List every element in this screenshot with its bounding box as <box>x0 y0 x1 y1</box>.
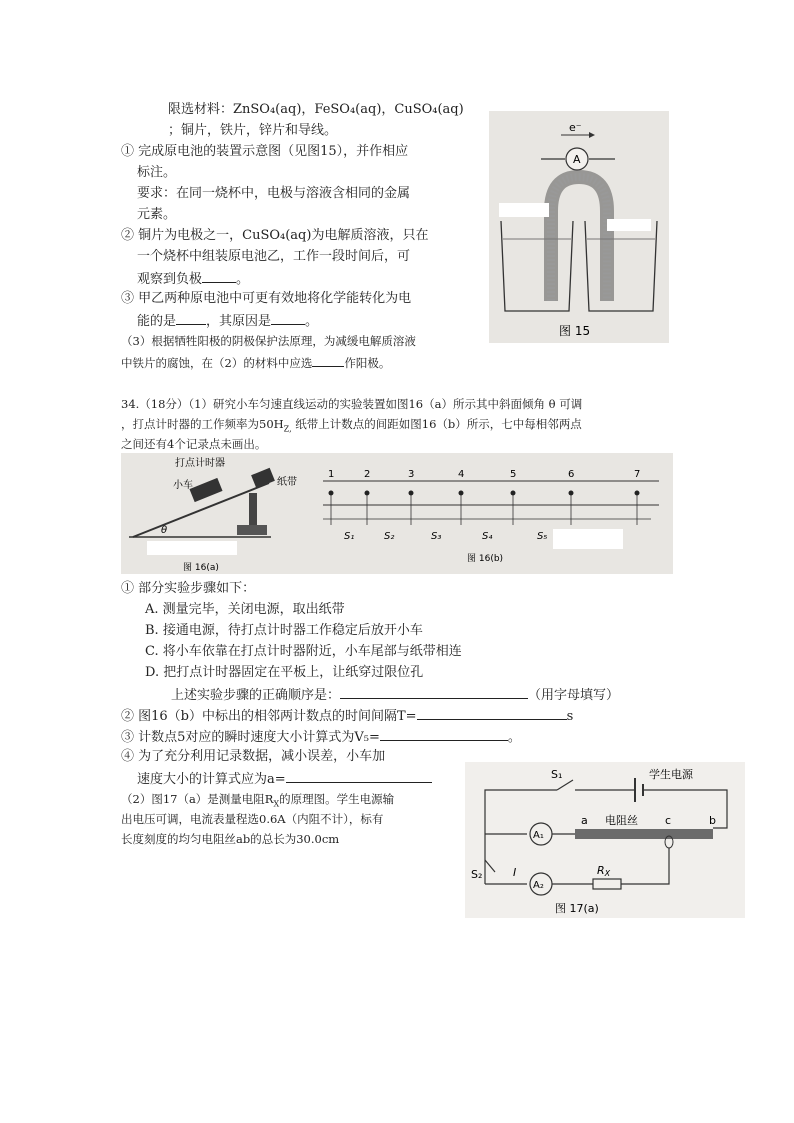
tape-point <box>511 491 516 496</box>
q33-item2-c <box>137 269 249 289</box>
segment-label: S₃ <box>431 531 442 542</box>
q34-part2-a-text: （2）图17（a）是测量电阻R <box>121 792 274 806</box>
figure-15 <box>489 111 669 343</box>
figure-17-circuit <box>465 762 745 918</box>
answer-blank-negative-electrode[interactable] <box>202 269 236 283</box>
answer-blank-acceleration[interactable] <box>286 769 432 783</box>
q33-item3-b1: 能的是 <box>137 314 177 329</box>
q34-item2-unit: s <box>566 709 574 724</box>
segment-label: S₄ <box>482 531 493 542</box>
q33-item3-b <box>137 311 318 331</box>
q33-item3-a: ③ 甲乙两种原电池中可更有效地将化学能转化为电 <box>121 291 412 306</box>
electron-arrow-head <box>589 132 595 138</box>
q34-intro-2a: ，打点计时器的工作频率为50H <box>121 417 284 431</box>
q34-intro-2-sub: Z, <box>283 424 292 434</box>
answer-blank-step-order[interactable] <box>340 685 528 699</box>
q34-item2 <box>121 706 573 726</box>
tape-point-label: 7 <box>634 469 641 480</box>
tape-point <box>329 491 334 496</box>
car-body <box>189 478 222 502</box>
figure-17-caption: 图 17(a) <box>555 902 599 915</box>
q33-part3-b2: 作阳极。 <box>344 356 391 370</box>
tape-point-label: 2 <box>364 469 371 480</box>
materials-line-2: ；铜片，铁片，锌片和导线。 <box>168 123 338 138</box>
tape-point <box>409 491 414 496</box>
tape-point <box>365 491 370 496</box>
support-stand <box>249 493 257 527</box>
switch-s1 <box>557 780 573 790</box>
tape-point-label: 4 <box>458 469 465 480</box>
car-label: 小车 <box>173 480 193 491</box>
steps-title: ① 部分实验步骤如下： <box>121 581 256 596</box>
tape-point <box>569 491 574 496</box>
tape-point-label: 3 <box>408 469 415 480</box>
ammeter-label: A <box>573 153 581 166</box>
answer-blank-better-cell[interactable] <box>176 311 206 325</box>
tape-point-label: 5 <box>510 469 517 480</box>
beaker-left <box>501 221 573 311</box>
timer-label: 打点计时器 <box>175 458 225 469</box>
q33-item2-end: 。 <box>236 272 250 287</box>
q33-item3-b2: ，其原因是 <box>206 314 272 329</box>
stand-base <box>237 525 267 535</box>
q33-item1-b: 标注。 <box>137 165 177 180</box>
answer-blank-v5[interactable] <box>380 727 508 741</box>
resistance-wire <box>575 829 713 839</box>
q34-intro-3: 之间还有4个记录点未画出。 <box>121 437 267 451</box>
tape-point <box>635 491 640 496</box>
segment-label: S₂ <box>384 531 395 542</box>
step-a: A. 测量完毕，关闭电源，取出纸带 <box>145 602 345 617</box>
wire-rx-to-c <box>621 848 669 884</box>
q34-part2-b: 出电压可调，电流表量程选0.6A（内阻不计），标有 <box>121 812 384 826</box>
switch-s2 <box>485 860 495 872</box>
q33-item2-c-text: 观察到负极 <box>137 272 203 287</box>
q34-item3-end: 。 <box>507 730 521 745</box>
theta-label: θ <box>161 525 168 536</box>
smudge-16b <box>553 529 623 549</box>
q33-req-a: 要求：在同一烧杯中，电极与溶液含相同的金属 <box>137 186 411 201</box>
order-question: 上述实验步骤的正确顺序是： <box>171 688 341 703</box>
wire-end-a: a <box>581 814 588 827</box>
q33-item1-a: ① 完成原电池的装置示意图（见图15），并作相应 <box>121 144 409 159</box>
figure-16a-caption: 图 16(a) <box>183 563 219 573</box>
step-d: D. 把打点计时器固定在平板上，让纸穿过限位孔 <box>145 665 424 680</box>
resistance-wire-label: 电阻丝 <box>605 814 638 827</box>
smudge-16a <box>147 541 237 555</box>
q33-req-b: 元素。 <box>137 207 177 222</box>
q33-item2-a: ② 铜片为电极之一，CuSO₄(aq)为电解质溶液，只在 <box>121 228 429 243</box>
figure-16-diagram <box>121 453 673 574</box>
q34-item4-b <box>137 769 432 789</box>
answer-blank-anode[interactable] <box>312 353 344 367</box>
s1-label: S₁ <box>551 768 563 781</box>
figure-16 <box>121 453 673 574</box>
step-b: B. 接通电源，待打点计时器工作稳定后放开小车 <box>145 623 423 638</box>
answer-blank-reason[interactable] <box>271 311 305 325</box>
a1-label: A₁ <box>533 830 544 841</box>
materials-line-1: 限选材料：ZnSO₄(aq)，FeSO₄(aq)，CuSO₄(aq) <box>168 102 464 117</box>
q33-part3-b <box>121 353 390 372</box>
segment-label: S₁ <box>344 531 355 542</box>
order-line <box>171 685 619 705</box>
q33-item3-end: 。 <box>305 314 319 329</box>
s2-label: S₂ <box>471 868 483 881</box>
segment-label: S₅ <box>537 531 548 542</box>
tape-point <box>459 491 464 496</box>
figure-15-diagram <box>489 111 669 343</box>
beaker-right <box>585 221 657 311</box>
q33-item2-b: 一个烧杯中组装原电池乙，工作一段时间后，可 <box>137 249 411 264</box>
order-hint: （用字母填写） <box>528 688 620 703</box>
figure-16b-caption: 图 16(b) <box>467 554 504 564</box>
q33-part3-b1: 中铁片的腐蚀，在（2）的材料中应选 <box>121 356 313 370</box>
a2-label: A₂ <box>533 880 544 891</box>
wire-end-b: b <box>709 814 716 827</box>
q34-item4-b-text: 速度大小的计算式应为a= <box>137 772 286 787</box>
figure-17 <box>465 762 745 918</box>
electron-label: e⁻ <box>569 121 582 134</box>
q34-part2-a-sub: X <box>273 799 280 809</box>
tape-point-label: 1 <box>328 469 335 480</box>
tape-point-label: 6 <box>568 469 575 480</box>
smudge-left <box>499 203 549 217</box>
q34-part2-a-rest: 的原理图。学生电源输 <box>279 792 395 806</box>
resistor-rx <box>593 879 621 889</box>
smudge-right <box>607 219 651 231</box>
answer-blank-interval[interactable] <box>417 706 567 720</box>
source-label: 学生电源 <box>649 768 693 781</box>
q34-intro-1: 34.（18分）（1）研究小车匀速直线运动的实验装置如图16（a）所示其中斜面倾角 θ 可调 <box>121 397 583 411</box>
q34-intro-2b: 纸带上计数点的间距如图16（b）所示，七中每相邻两点 <box>291 417 582 431</box>
q34-item2-text: ② 图16（b）中标出的相邻两计数点的时间间隔T= <box>121 709 417 724</box>
figure-15-caption: 图 15 <box>559 324 591 338</box>
wire-point-c: c <box>665 814 672 827</box>
q34-item4-a: ④ 为了充分利用记录数据，减小误差，小车加 <box>121 749 386 764</box>
timer-device <box>251 468 275 488</box>
current-label: I <box>513 866 517 879</box>
q34-item3 <box>121 727 521 747</box>
rx-label: RX <box>597 864 611 878</box>
q34-item3-text: ③ 计数点5对应的瞬时速度大小计算式为V₅= <box>121 730 380 745</box>
q34-part2-c: 长度刻度的均匀电阻丝ab的总长为30.0cm <box>121 832 340 846</box>
step-c: C. 将小车依靠在打点计时器附近，小车尾部与纸带相连 <box>145 644 462 659</box>
tape-label: 纸带 <box>277 477 297 488</box>
q33-part3-a: （3）根据牺牲阳极的阴极保护法原理，为减缓电解质溶液 <box>121 334 416 348</box>
